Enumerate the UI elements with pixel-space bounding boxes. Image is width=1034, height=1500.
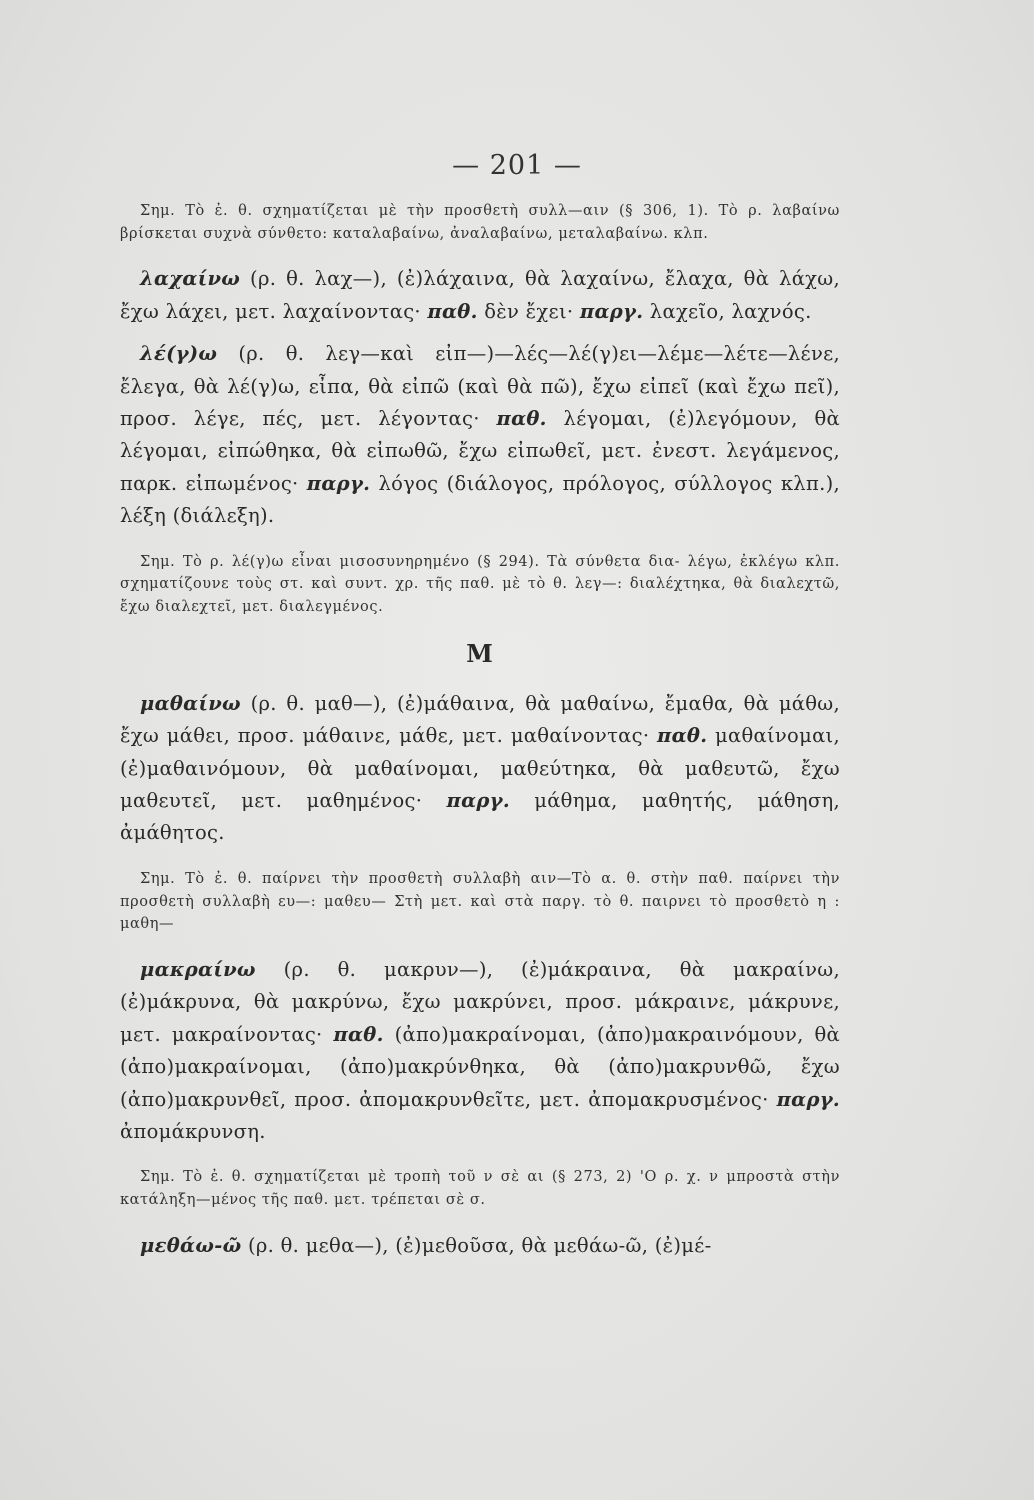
note-paragraph	[120, 200, 840, 245]
page-number: — 201 —	[452, 150, 582, 181]
note-block	[120, 1166, 840, 1211]
note-line: Σημ. Τὸ ἐ. θ. σχηματίζεται μὲ τροπὴ τοῦ ν σὲ αι (§ 273, 2) 'Ο ρ.	[140, 1169, 680, 1186]
note-line: Τὸ ρ. λαβαίνω βρίσκεται συχνὰ σύνθετο: καταλαβαίνω, ἀναλαβαίνω,	[120, 203, 840, 242]
note-line: λέγω, ἐκλέγω κλπ. σχηματίζουνε τοὺς στ. καὶ συντ. χρ. τῆς παθ. μὲ τὸ θ.	[120, 553, 840, 593]
dictionary-entry	[120, 688, 840, 850]
dictionary-entry	[120, 954, 840, 1148]
entry-paragraph	[120, 688, 840, 850]
entry-headword: μαθαίνω	[140, 691, 241, 715]
entry-paragraph	[120, 1230, 840, 1262]
derivative-abbr: παργ.	[446, 788, 510, 812]
entry-text: (ρ. θ. μακρυν—), (ἐ)μάκραινα, θὰ μακραίνω, (ἐ)μάκρυνα, θὰ μακρύνω, ἔχω μακρύνει, προσ. μάκραινε, μάκρυνε, μετ. μακραίνοντας·	[120, 957, 840, 1046]
note-line: μεταλαβαίνω. κλπ.	[558, 225, 709, 242]
note-block	[120, 868, 840, 936]
entry-paragraph	[120, 338, 840, 532]
dictionary-entry	[120, 1230, 840, 1262]
entry-text: (ρ. θ. λεγ—καὶ εἰπ—)—λές—λέ(γ)ει—λέμε—λέτε—λένε, ἔλεγα, θὰ λέ(γ)ω, εἶπα, θὰ εἰπῶ (καὶ θὰ πῶ), ἔχω εἰπεῖ (καὶ ἔχω πεῖ), προσ. λέγε, πές, μετ. λέγοντας·	[120, 342, 840, 431]
note-line: Σημ. Τὸ ρ. λέ(γ)ω εἶναι μισοσυνηρημένο (§ 294). Τὰ σύνθετα δια-	[140, 553, 681, 570]
note-line: Σημ. Τὸ ἐ. θ. παίρνει τὴν προσθετὴ συλλαβὴ αιν—Τὸ α. θ. στὴν	[140, 870, 689, 887]
entry-paragraph	[120, 954, 840, 1148]
note-block	[120, 200, 840, 245]
passive-abbr: παθ.	[496, 407, 547, 431]
note-line: λεγ—: διαλέχτηκα, θὰ διαλεχτῶ, ἔχω διαλεχτεῖ, μετ. διαλεγμένος.	[120, 576, 840, 616]
entry-text: (ρ. θ. μεθα—), (ἐ)μεθοῦσα, θὰ μεθάω-ῶ, (ἐ)μέ-	[241, 1233, 712, 1257]
derivative-abbr: παργ.	[579, 299, 644, 323]
note-line: παθ. παίρνει τὴν προσθετὴ συλλαβὴ ευ—: μαθευ— Στὴ μετ. καὶ στὰ	[120, 870, 841, 910]
entry-text: μαθαίνομαι, (ἐ)μαθαινόμουν, θὰ μαθαίνομαι, μαθεύτηκα, θὰ μαθευτῶ, ἔχω μαθευτεῖ, μετ. μαθημένος·	[120, 724, 840, 812]
passive-abbr: παθ.	[333, 1022, 384, 1046]
entry-text: (ἀπο)μακραίνομαι, (ἀπο)μακραινόμουν, θὰ (ἀπο)μακραίνομαι, (ἀπο)μακρύνθηκα, θὰ (ἀπο)μακρυνθῶ, ἔχω (ἀπο)μακρυνθεῖ, προσ. ἀπομακρυνθεῖτε, μετ. ἀπομακρυσμένος·	[120, 1022, 840, 1111]
section-letter: Μ	[466, 638, 494, 668]
note-paragraph	[120, 551, 840, 619]
page-content	[120, 200, 840, 1262]
note-block	[120, 551, 840, 619]
note-line: παργ. τὸ θ. παιρνει τὸ προσθετὸ η : μαθη—	[120, 893, 840, 933]
derivative-abbr: παργ.	[776, 1087, 840, 1111]
entry-headword: μεθάω-ῶ	[140, 1233, 242, 1257]
dictionary-entry	[120, 263, 840, 328]
passive-abbr: παθ.	[427, 299, 478, 323]
entry-text: ἀπομάκρυνση.	[120, 1119, 266, 1143]
entry-text: μάθημα, μαθητής, μάθηση, ἀμάθητος.	[120, 788, 840, 845]
entry-text: λαχεῖο, λαχνός.	[643, 299, 812, 323]
entry-headword: μακραίνω	[140, 957, 256, 981]
derivative-abbr: παργ.	[306, 471, 371, 495]
entry-text: δὲν ἔχει·	[477, 299, 580, 323]
entry-text: (ρ. θ. μαθ—), (ἐ)μάθαινα, θὰ μαθαίνω, ἔμαθα, θὰ μάθω, ἔχω μάθει, προσ. μάθαινε, μάθε, μετ. μαθαίνοντας·	[120, 691, 840, 748]
dictionary-entry	[120, 338, 840, 532]
note-line: χ. ν μπροστὰ στὴν κατάληξη—μένος τῆς παθ. μετ. τρέπεται σὲ σ.	[120, 1169, 840, 1209]
entry-paragraph	[120, 263, 840, 328]
note-paragraph	[120, 1166, 840, 1211]
entry-text: (ρ. θ. λαχ—), (ἐ)λάχαινα, θὰ λαχαίνω, ἔλαχα, θὰ λάχω, ἔχω λάχει, μετ. λαχαίνοντας·	[120, 267, 840, 323]
note-paragraph	[120, 868, 840, 936]
entry-headword: λαχαίνω	[140, 267, 241, 291]
entry-headword: λέ(γ)ω	[140, 342, 218, 366]
entry-text: λέγομαι, (ἐ)λεγόμουν, θὰ λέγομαι, εἰπώθηκα, θὰ εἰπωθῶ, ἔχω εἰπωθεῖ, μετ. ἐνεστ. λεγάμενος, παρκ. εἰπωμένος·	[120, 407, 841, 495]
entry-text: λόγος (διάλογος, πρόλογος, σύλλογος κλπ.), λέξη (διάλεξη).	[120, 471, 840, 528]
passive-abbr: παθ.	[657, 724, 708, 748]
note-line: Σημ. Τὸ ἐ. θ. σχηματίζεται μὲ τὴν προσθετὴ συλλ—αιν (§ 306, 1).	[140, 203, 709, 219]
